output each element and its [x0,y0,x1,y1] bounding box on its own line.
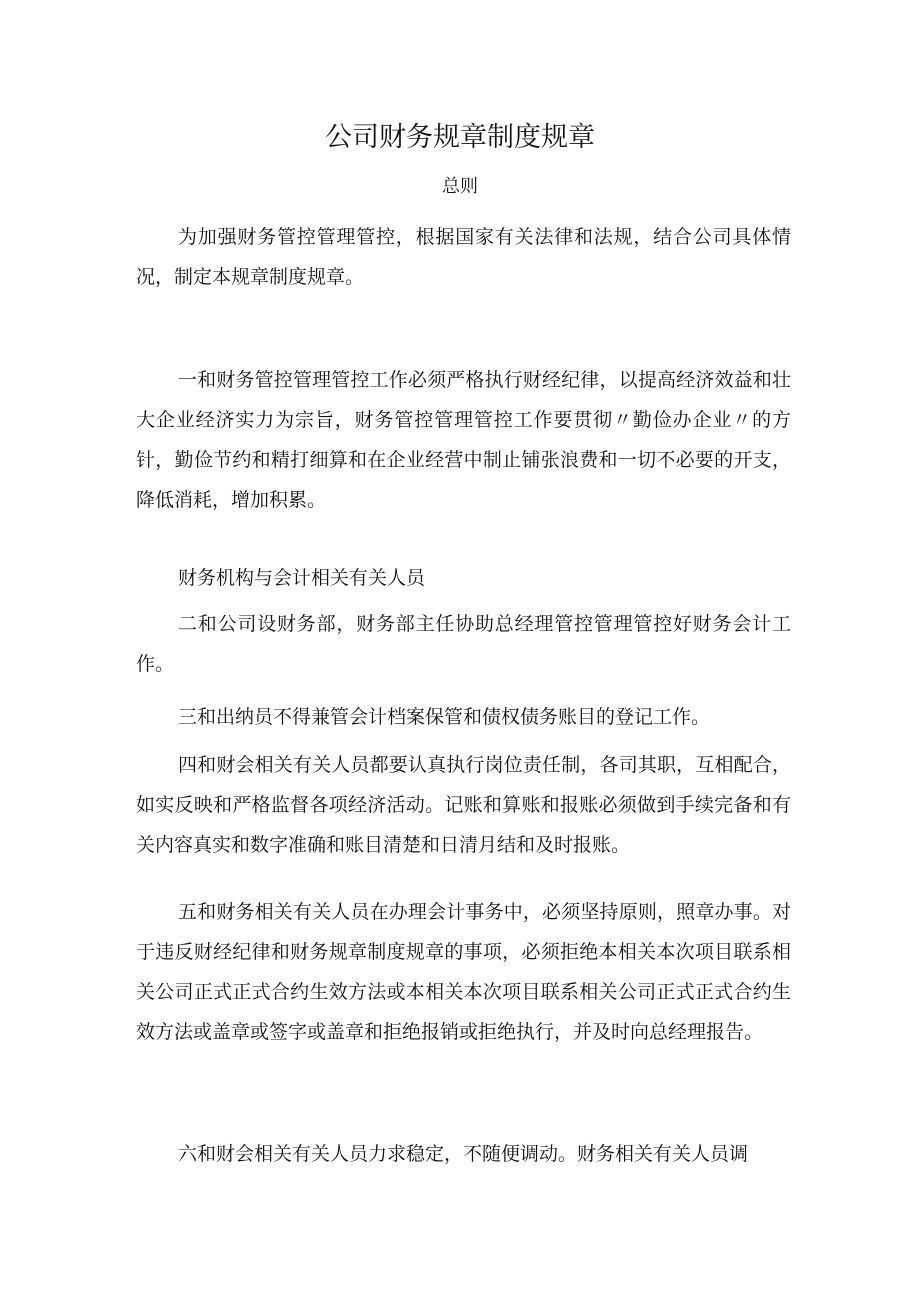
section-heading-finance-staff: 财务机构与会计相关有关人员 [178,567,426,589]
paragraph-article-3: 三和出纳员不得兼管会计档案保管和债权债务账目的登记工作。 [178,706,711,728]
paragraph-article-2: 二和公司设财务部，财务部主任协助总经理管控管理管控好财务会计工作。 [136,613,791,675]
paragraph-intro: 为加强财务管控管理管控，根据国家有关法律和法规，结合公司具体情况，制定本规章制度规章。 [136,226,791,288]
paragraph-article-1: 一和财务管控管理管控工作必须严格执行财经纪律，以提高经济效益和壮大企业经济实力为宗旨，财务管控管理管控工作要贯彻〃勤俭办企业〃的方针，勤俭节约和精打细算和在企业经营中制止铺张浪费和一切不必要的开支，降低消耗，增加积累。 [136,369,791,511]
paragraph-article-5: 五和财务相关有关人员在办理会计事务中，必须坚持原则，照章办事。对于违反财经纪律和财务规章制度规章的事项，必须拒绝本相关本次项目联系相关公司正式正式合约生效方法或本相关本次项目联系相关公司正式正式合约生效方法或盖章或签字或盖章和拒绝报销或拒绝执行，并及时向总经理报告。 [136,901,791,1043]
paragraph-article-4: 四和财会相关有关人员都要认真执行岗位责任制，各司其职，互相配合，如实反映和严格监督各项经济活动。记账和算账和报账必须做到手续完备和有关内容真实和数字准确和账目清楚和日清月结和及时报账。 [136,754,791,856]
section-heading-general: 总则 [442,176,478,197]
paragraph-article-6: 六和财会相关有关人员力求稳定，不随便调动。财务相关有关人员调 [178,1143,749,1165]
document-title: 公司财务规章制度规章 [325,122,595,153]
